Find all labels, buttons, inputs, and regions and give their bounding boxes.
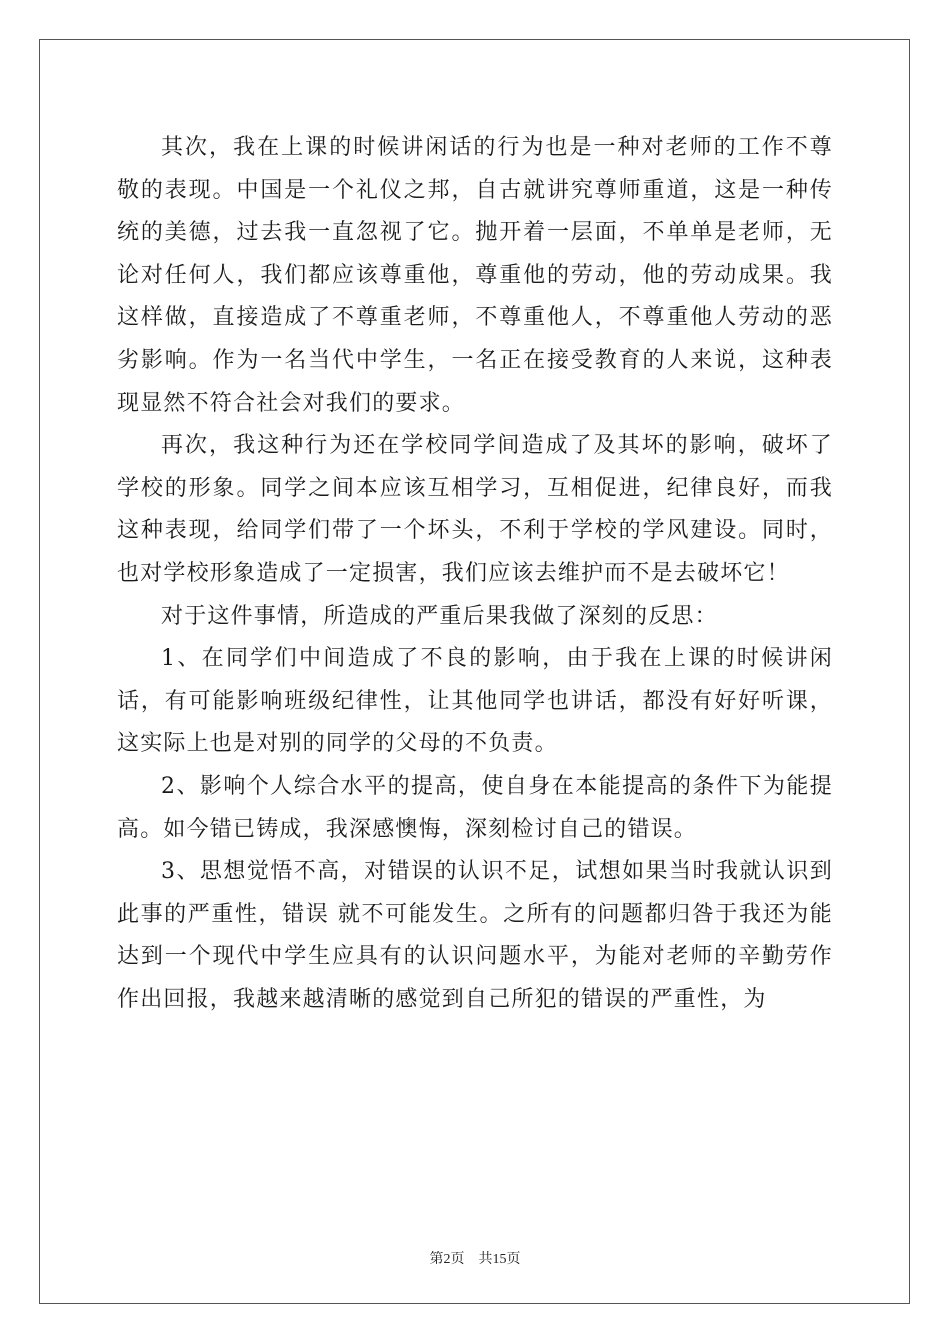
page-total: 共15页 bbox=[478, 1252, 521, 1267]
paragraph-point-1: 1、在同学们中间造成了不良的影响，由于我在上课的时候讲闲话，有可能影响班级纪律性，让其他同学也讲话，都没有好好听课，这实际上也是对别的同学的父母的不负责。 bbox=[117, 646, 833, 757]
page-footer bbox=[0, 1248, 950, 1268]
paragraph-point-3: 3、思想觉悟不高，对错误的认识不足，试想如果当时我就认识到此事的严重性，错误 就不可能发生。之所有的问题都归咎于我还为能达到一个现代中学生应具有的认识问题水平，为能对老师的辛勤劳作作出回报，我越来越清晰的感觉到自己所犯的错误的严重性，为 bbox=[117, 859, 833, 1012]
paragraph-reflection-intro: 对于这件事情，所造成的严重后果我做了深刻的反思： bbox=[161, 603, 718, 629]
paragraph-respect-teacher: 其次，我在上课的时候讲闲话的行为也是一种对老师的工作不尊敬的表现。中国是一个礼仪之邦，自古就讲究尊师重道，这是一种传统的美德，过去我一直忽视了它。抛开着一层面，不单单是老师，无论对任何人，我们都应该尊重他，尊重他的劳动，他的劳动成果。我这样做，直接造成了不尊重老师，不尊重他人，不尊重他人劳动的恶劣影响。作为一名当代中学生，一名正在接受教育的人来说，这种表现显然不符合社会对我们的要求。 bbox=[117, 135, 833, 416]
paragraph-point-2: 2、影响个人综合水平的提高，使自身在本能提高的条件下为能提高。如今错已铸成，我深感懊悔，深刻检讨自己的错误。 bbox=[117, 773, 833, 842]
document-body bbox=[117, 127, 833, 1021]
page-number: 第2页 bbox=[429, 1252, 465, 1267]
paragraph-school-image: 再次，我这种行为还在学校同学间造成了及其坏的影响，破坏了学校的形象。同学之间本应该互相学习，互相促进，纪律良好，而我这种表现，给同学们带了一个坏头，不利于学校的学风建设。同时，也对学校形象造成了一定损害，我们应该去维护而不是去破坏它！ bbox=[117, 433, 833, 586]
